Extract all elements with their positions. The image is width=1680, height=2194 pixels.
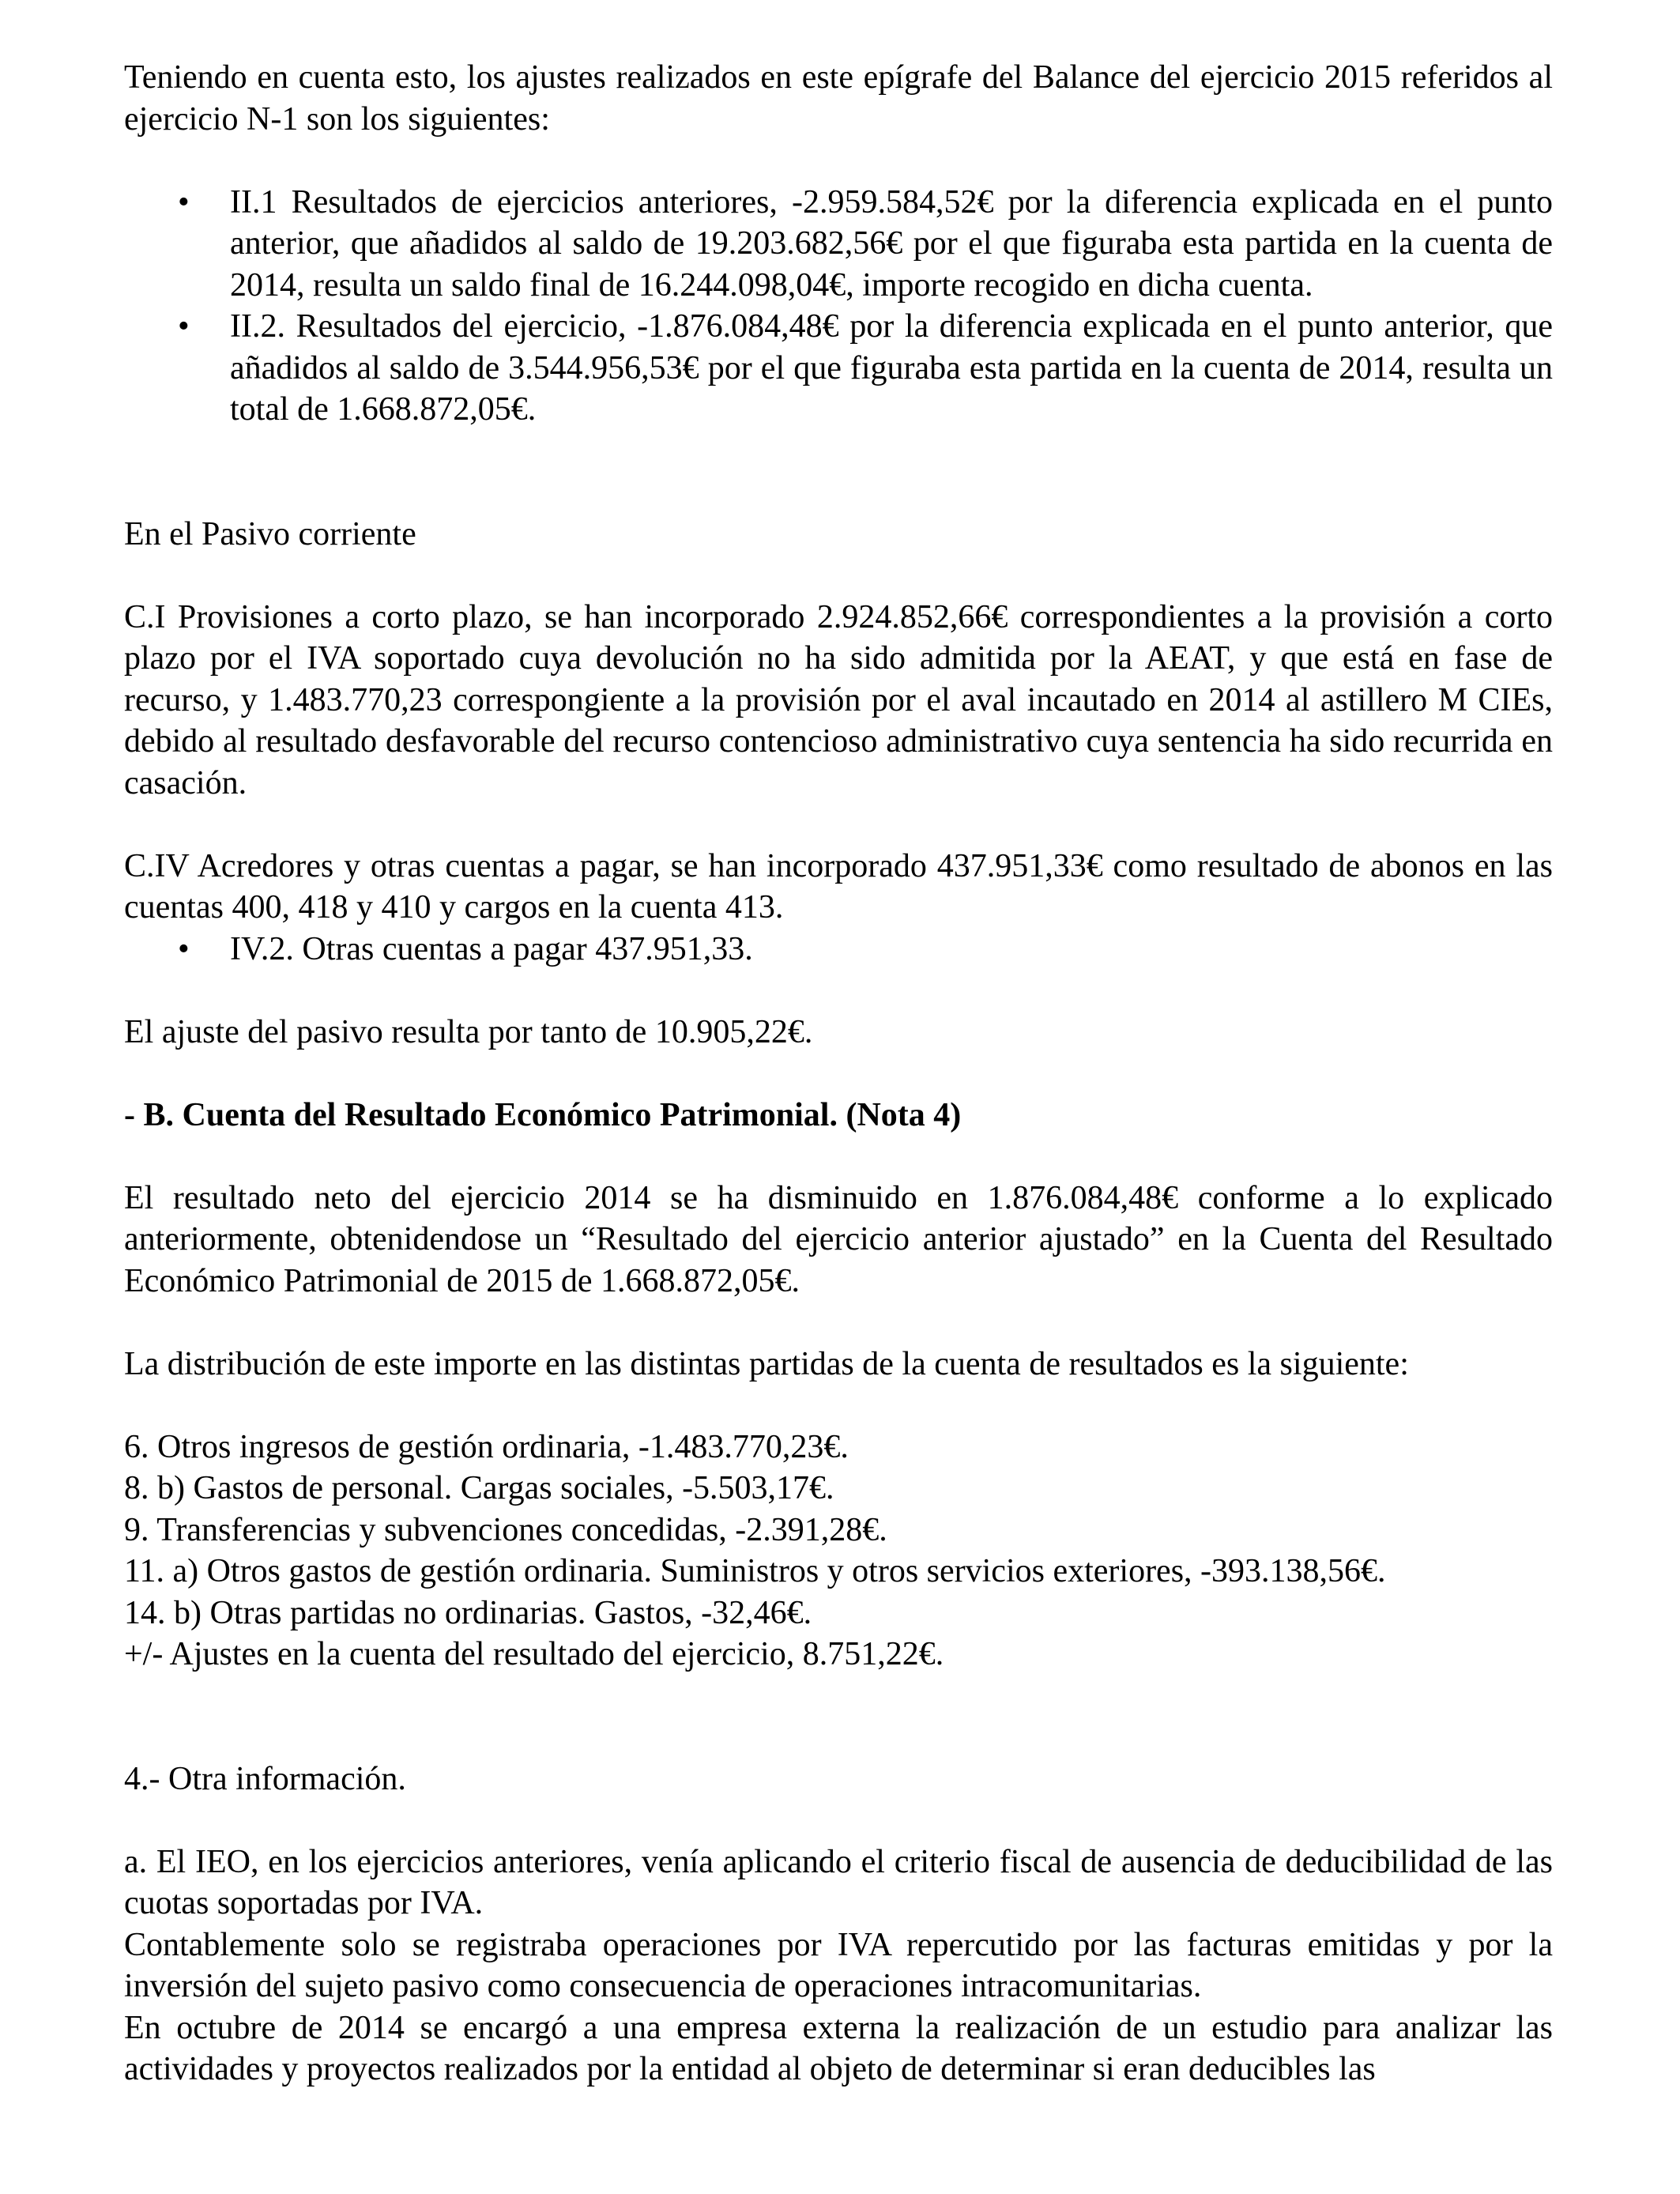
bullet-icon: •: [178, 308, 190, 345]
ajuste-pasivo-paragraph: El ajuste del pasivo resulta por tanto de 10.905,22€.: [124, 1013, 813, 1050]
otra-info-octubre-paragraph: En octubre de 2014 se encargó a una empresa externa la realización de un estudio para analizar las actividades y proyectos realizados por la entidad al objeto de determinar si eran deducibles las: [124, 2009, 1553, 2087]
document-page: [124, 57, 1553, 2090]
otra-informacion-heading: 4.- Otra información.: [124, 1760, 406, 1797]
spacer: [124, 1053, 1553, 1095]
section-b-heading: - B. Cuenta del Resultado Económico Patrimonial. (Nota 4): [124, 1096, 962, 1133]
bullet-icon: •: [178, 183, 190, 221]
spacer: [124, 1136, 1553, 1178]
bullet-item-otras-cuentas: [124, 929, 1553, 971]
acreedores-bullet-list: [124, 929, 1553, 971]
otra-info-a-paragraph: a. El IEO, en los ejercicios anteriores, venía aplicando el criterio fiscal de ausencia de deducibilidad de las cuotas soportadas por IVA.: [124, 1843, 1553, 1921]
distribucion-item: 14. b) Otras partidas no ordinarias. Gastos, -32,46€.: [124, 1594, 812, 1631]
spacer: [124, 1800, 1553, 1842]
provisiones-paragraph: C.I Provisiones a corto plazo, se han incorporado 2.924.852,66€ correspondientes a la provisión a corto plazo por el IVA soportado cuya devolución no ha sido admitida por la AEAT, y que está en fase de recurso, y 1.483.770,23 correspongiente a la provisión por el aval incautado en 2014 al astillero M CIEs, debido al resultado desfavorable del recurso contencioso administrativo cuya sentencia ha sido recurrida en casación.: [124, 598, 1553, 801]
pasivo-corriente-heading: En el Pasivo corriente: [124, 515, 416, 552]
spacer: [124, 804, 1553, 846]
resultado-neto-paragraph: El resultado neto del ejercicio 2014 se ha disminuido en 1.876.084,48€ conforme a lo explicado anteriormente, obtenidendose un “Resultado del ejercicio anterior ajustado” en la Cuenta del Resultado Económico Patrimonial de 2015 de 1.668.872,05€.: [124, 1179, 1553, 1299]
intro-bullet-list: [124, 182, 1553, 431]
distribucion-list: [124, 1427, 1553, 1676]
spacer: [124, 555, 1553, 597]
bullet-item-resultados-anteriores: [124, 182, 1553, 307]
spacer: [124, 431, 1553, 514]
distribucion-item: 6. Otros ingresos de gestión ordinaria, -1.483.770,23€.: [124, 1428, 849, 1465]
spacer: [124, 1302, 1553, 1344]
spacer: [124, 1676, 1553, 1759]
bullet-item-resultados-ejercicio: [124, 306, 1553, 431]
intro-paragraph: Teniendo en cuenta esto, los ajustes realizados en este epígrafe del Balance del ejercicio 2015 referidos al ejercicio N-1 son los siguientes:: [124, 59, 1553, 138]
spacer: [124, 1385, 1553, 1427]
spacer: [124, 970, 1553, 1012]
distribucion-item: 8. b) Gastos de personal. Cargas sociales, -5.503,17€.: [124, 1470, 834, 1506]
distribucion-item: +/- Ajustes en la cuenta del resultado del ejercicio, 8.751,22€.: [124, 1636, 944, 1672]
distribucion-intro-paragraph: La distribución de este importe en las distintas partidas de la cuenta de resultados es la siguiente:: [124, 1345, 1409, 1382]
bullet-text: II.2. Resultados del ejercicio, -1.876.084,48€ por la diferencia explicada en el punto anterior, que añadidos al saldo de 3.544.956,53€ por el que figuraba esta partida en la cuenta de 2014, resulta un total de 1.668.872,05€.: [230, 308, 1553, 428]
bullet-text: II.1 Resultados de ejercicios anteriores, -2.959.584,52€ por la diferencia explicada en el punto anterior, que añadidos al saldo de 19.203.682,56€ por el que figuraba esta partida en la cuenta de 2014, resulta un saldo final de 16.244.098,04€, importe recogido en dicha cuenta.: [230, 183, 1553, 303]
bullet-text: IV.2. Otras cuentas a pagar 437.951,33.: [230, 930, 753, 967]
otra-info-contable-paragraph: Contablemente solo se registraba operaciones por IVA repercutido por las facturas emitidas y por la inversión del sujeto pasivo como consecuencia de operaciones intracomunitarias.: [124, 1926, 1553, 2004]
spacer: [124, 140, 1553, 182]
distribucion-item: 9. Transferencias y subvenciones concedidas, -2.391,28€.: [124, 1511, 887, 1548]
acreedores-paragraph: C.IV Acredores y otras cuentas a pagar, se han incorporado 437.951,33€ como resultado de abonos en las cuentas 400, 418 y 410 y cargos en la cuenta 413.: [124, 847, 1553, 925]
distribucion-item: 11. a) Otros gastos de gestión ordinaria. Suministros y otros servicios exteriores, -393.138,56€.: [124, 1553, 1386, 1589]
bullet-icon: •: [178, 930, 190, 967]
